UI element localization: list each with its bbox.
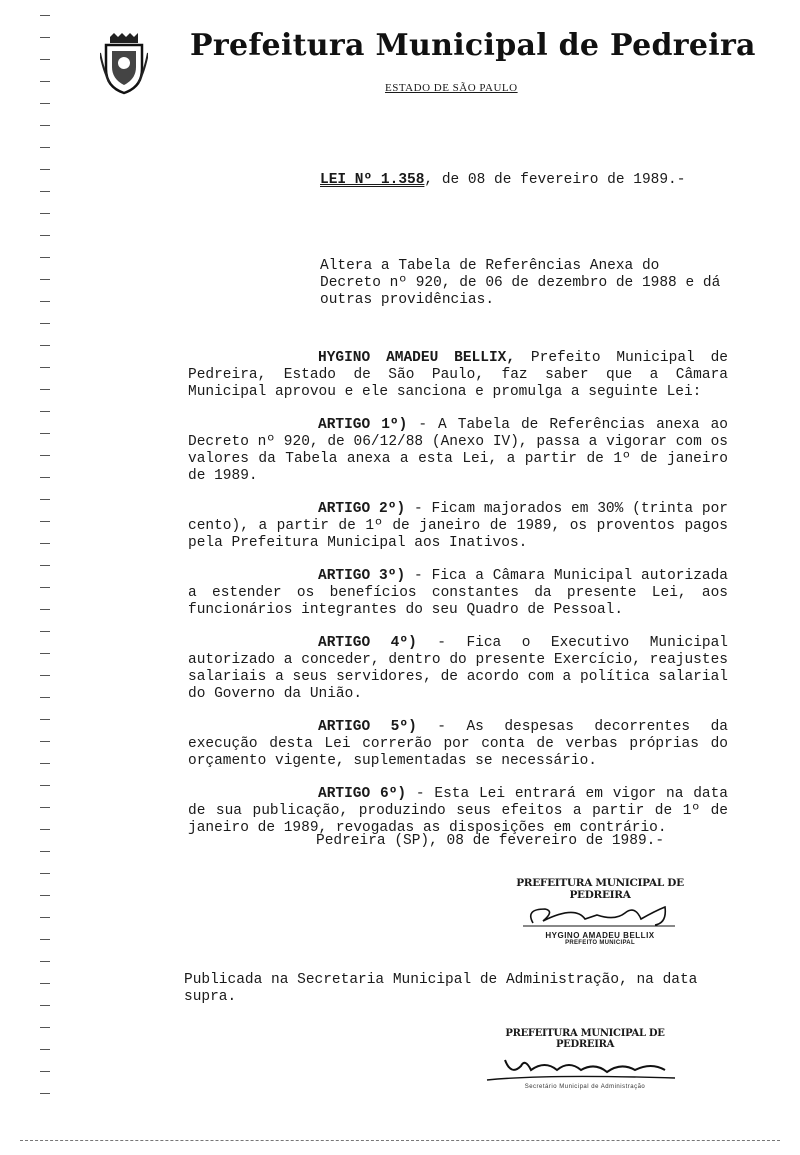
article-text: - A Tabela de Referências anexa ao Decreto nº 920, de 06/12/88 (Anexo IV), passa a vigorar com os valores da Tabela anexa a esta Lei, a partir de 1º de janeiro de 1989. (188, 417, 728, 484)
handwritten-signature (515, 901, 685, 931)
law-summary: Altera a Tabela de Referências Anexa do Decreto nº 920, de 06 de dezembro de 1988 e dá outras providências. (320, 258, 721, 308)
mayor-signature-block (510, 877, 690, 946)
margin-mark (40, 741, 50, 742)
law-number: LEI Nº 1.358 (320, 172, 425, 188)
preamble (188, 350, 728, 401)
margin-mark (40, 301, 50, 302)
margin-mark (40, 323, 50, 324)
margin-mark (40, 653, 50, 654)
margin-mark (40, 521, 50, 522)
article-label: ARTIGO 5º) (318, 719, 417, 735)
margin-mark (40, 191, 50, 192)
margin-mark (40, 983, 50, 984)
closing-date: Pedreira (SP), 08 de fevereiro de 1989.- (316, 833, 665, 849)
article-text: - Fica a Câmara Municipal autorizada a estender os benefícios constantes da presente Lei, aos funcionários integrantes do seu Quadro de Pessoal. (188, 568, 729, 618)
article-label: ARTIGO 1º) (318, 417, 408, 433)
article (188, 568, 728, 619)
margin-mark (40, 499, 50, 500)
article-text: - As despesas decorrentes da execução desta Lei correrão por conta de verbas próprias do orçamento vigente, suplementadas se necessário. (188, 719, 729, 769)
margin-mark (40, 213, 50, 214)
law-date: , de 08 de fevereiro de 1989.- (424, 172, 686, 188)
margin-mark (40, 257, 50, 258)
margin-mark (40, 389, 50, 390)
signature-stamp-header: PREFEITURA MUNICIPAL DE PEDREIRA (516, 877, 684, 901)
margin-mark (40, 961, 50, 962)
article (188, 417, 728, 485)
margin-mark (40, 785, 50, 786)
margin-mark (40, 917, 50, 918)
margin-mark (40, 147, 50, 148)
margin-mark (40, 1049, 50, 1050)
margin-mark (40, 103, 50, 104)
bottom-rule (20, 1140, 780, 1141)
margin-mark (40, 939, 50, 940)
margin-mark (40, 807, 50, 808)
margin-mark (40, 59, 50, 60)
margin-mark (40, 587, 50, 588)
margin-mark (40, 455, 50, 456)
secretary-role: Secretário Municipal de Administração (524, 1084, 646, 1090)
margin-mark (40, 719, 50, 720)
article-text: - Esta Lei entrará em vigor na data de sua publicação, produzindo seus efeitos a partir de 1º de janeiro de 1989, revogadas as disposições em contrário. (188, 786, 728, 836)
article-label: ARTIGO 3º) (318, 568, 406, 584)
margin-mark (40, 345, 50, 346)
margin-mark (40, 433, 50, 434)
preamble-text: Prefeito Municipal de Pedreira, Estado de São Paulo, faz saber que a Câmara Municipal aprovou e ele sanciona e promulga a seguinte Lei: (188, 350, 728, 400)
margin-mark (40, 565, 50, 566)
margin-mark (40, 37, 50, 38)
margin-mark (40, 675, 50, 676)
margin-mark (40, 1093, 50, 1094)
publication-note: Publicada na Secretaria Municipal de Administração, na data supra. (184, 972, 698, 1005)
article (188, 719, 728, 770)
article-label: ARTIGO 4º) (318, 635, 417, 651)
margin-mark (40, 873, 50, 874)
margin-mark (40, 1071, 50, 1072)
signature-stamp-header: PREFEITURA MUNICIPAL DE PEDREIRA (505, 1028, 665, 1050)
margin-mark (40, 279, 50, 280)
margin-mark (40, 477, 50, 478)
law-title (320, 172, 685, 188)
margin-mark (40, 1027, 50, 1028)
signer-name: HYGINO AMADEU BELLIX (545, 931, 655, 940)
margin-punch-marks (40, 15, 60, 1135)
signer-role: PREFEITO MUNICIPAL (565, 940, 635, 946)
secretary-signature-block (480, 1028, 690, 1090)
article (188, 501, 728, 552)
margin-mark (40, 631, 50, 632)
margin-mark (40, 125, 50, 126)
document-header-title: Prefeitura Municipal de Pedreira (190, 28, 756, 63)
margin-mark (40, 1005, 50, 1006)
margin-mark (40, 15, 50, 16)
law-body (188, 350, 728, 853)
margin-mark (40, 235, 50, 236)
municipal-coat-of-arms (100, 33, 148, 95)
margin-mark (40, 829, 50, 830)
margin-mark (40, 851, 50, 852)
article-label: ARTIGO 6º) (318, 786, 407, 802)
article-text: - Ficam majorados em 30% (trinta por cento), a partir de 1º de janeiro de 1989, os proventos pagos pela Prefeitura Municipal aos Inativos. (188, 501, 729, 551)
article-label: ARTIGO 2º) (318, 501, 406, 517)
margin-mark (40, 895, 50, 896)
margin-mark (40, 169, 50, 170)
article (188, 786, 728, 837)
document-header-subtitle: ESTADO DE SÃO PAULO (385, 82, 518, 94)
mayor-name: HYGINO AMADEU BELLIX, (318, 350, 516, 366)
margin-mark (40, 609, 50, 610)
article (188, 635, 728, 703)
margin-mark (40, 543, 50, 544)
margin-mark (40, 697, 50, 698)
handwritten-signature (485, 1050, 685, 1084)
margin-mark (40, 411, 50, 412)
margin-mark (40, 763, 50, 764)
article-text: - Fica o Executivo Municipal autorizado a conceder, dentro do presente Exercício, reajustes salariais a seus servidores, de acordo com a política salarial do Governo da União. (188, 635, 729, 702)
margin-mark (40, 81, 50, 82)
margin-mark (40, 367, 50, 368)
